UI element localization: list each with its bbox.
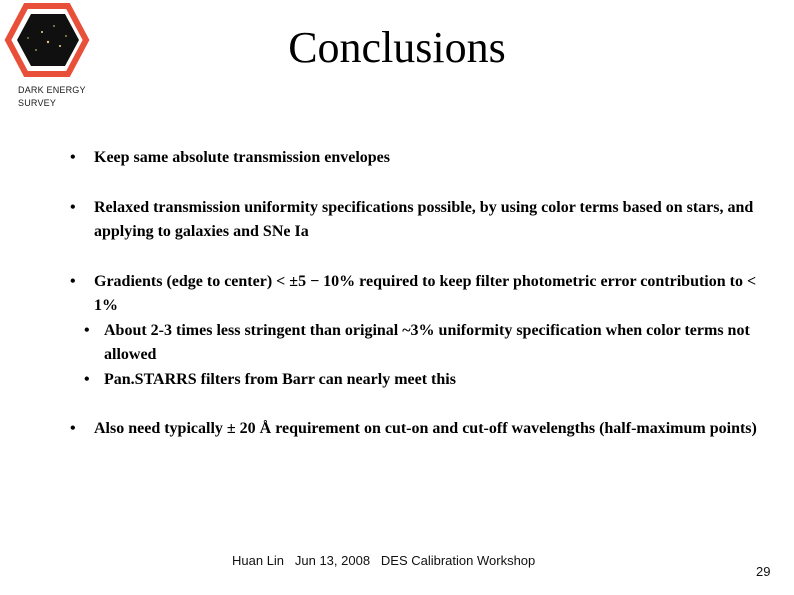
logo-line-2: SURVEY xyxy=(18,98,57,108)
sub-bullet-item xyxy=(70,319,770,368)
bullet-item xyxy=(70,146,770,171)
bullet-marker: • xyxy=(70,149,76,166)
sub-bullet-text: About 2-3 times less stringent than original ~3% uniformity specification when color terms not allowed xyxy=(104,321,750,363)
bullet-text: Also need typically ± 20 Å requirement on cut-on and cut-off wavelengths (half-maximum points) xyxy=(94,420,757,437)
sub-bullet-marker: • xyxy=(84,321,90,339)
sub-bullet-item xyxy=(70,368,770,393)
bullet-marker: • xyxy=(70,420,76,437)
bullet-marker: • xyxy=(70,198,76,216)
bullet-list xyxy=(70,146,770,442)
slide-title: Conclusions xyxy=(288,23,506,72)
bullet-text: Relaxed transmission uniformity specifications possible, by using color terms based on stars, and applying to galaxies and SNe Ia xyxy=(94,198,754,240)
sub-bullet-marker: • xyxy=(84,370,90,388)
slide-footer: Huan Lin Jun 13, 2008 DES Calibration Workshop xyxy=(232,553,536,568)
bullet-text: Gradients (edge to center) < ±5 − 10% required to keep filter photometric error contribution to < 1% xyxy=(94,272,757,314)
bullet-item xyxy=(70,196,770,245)
sub-bullet-text: Pan.STARRS filters from Barr can nearly meet this xyxy=(104,370,456,388)
bullet-marker: • xyxy=(70,272,76,290)
bullet-text: Keep same absolute transmission envelopes xyxy=(94,149,390,166)
logo-line-1: DARK ENERGY xyxy=(18,85,86,95)
bullet-item xyxy=(70,270,770,319)
logo-wordmark xyxy=(18,84,86,110)
page-number: 29 xyxy=(756,564,771,579)
bullet-item xyxy=(70,417,770,442)
